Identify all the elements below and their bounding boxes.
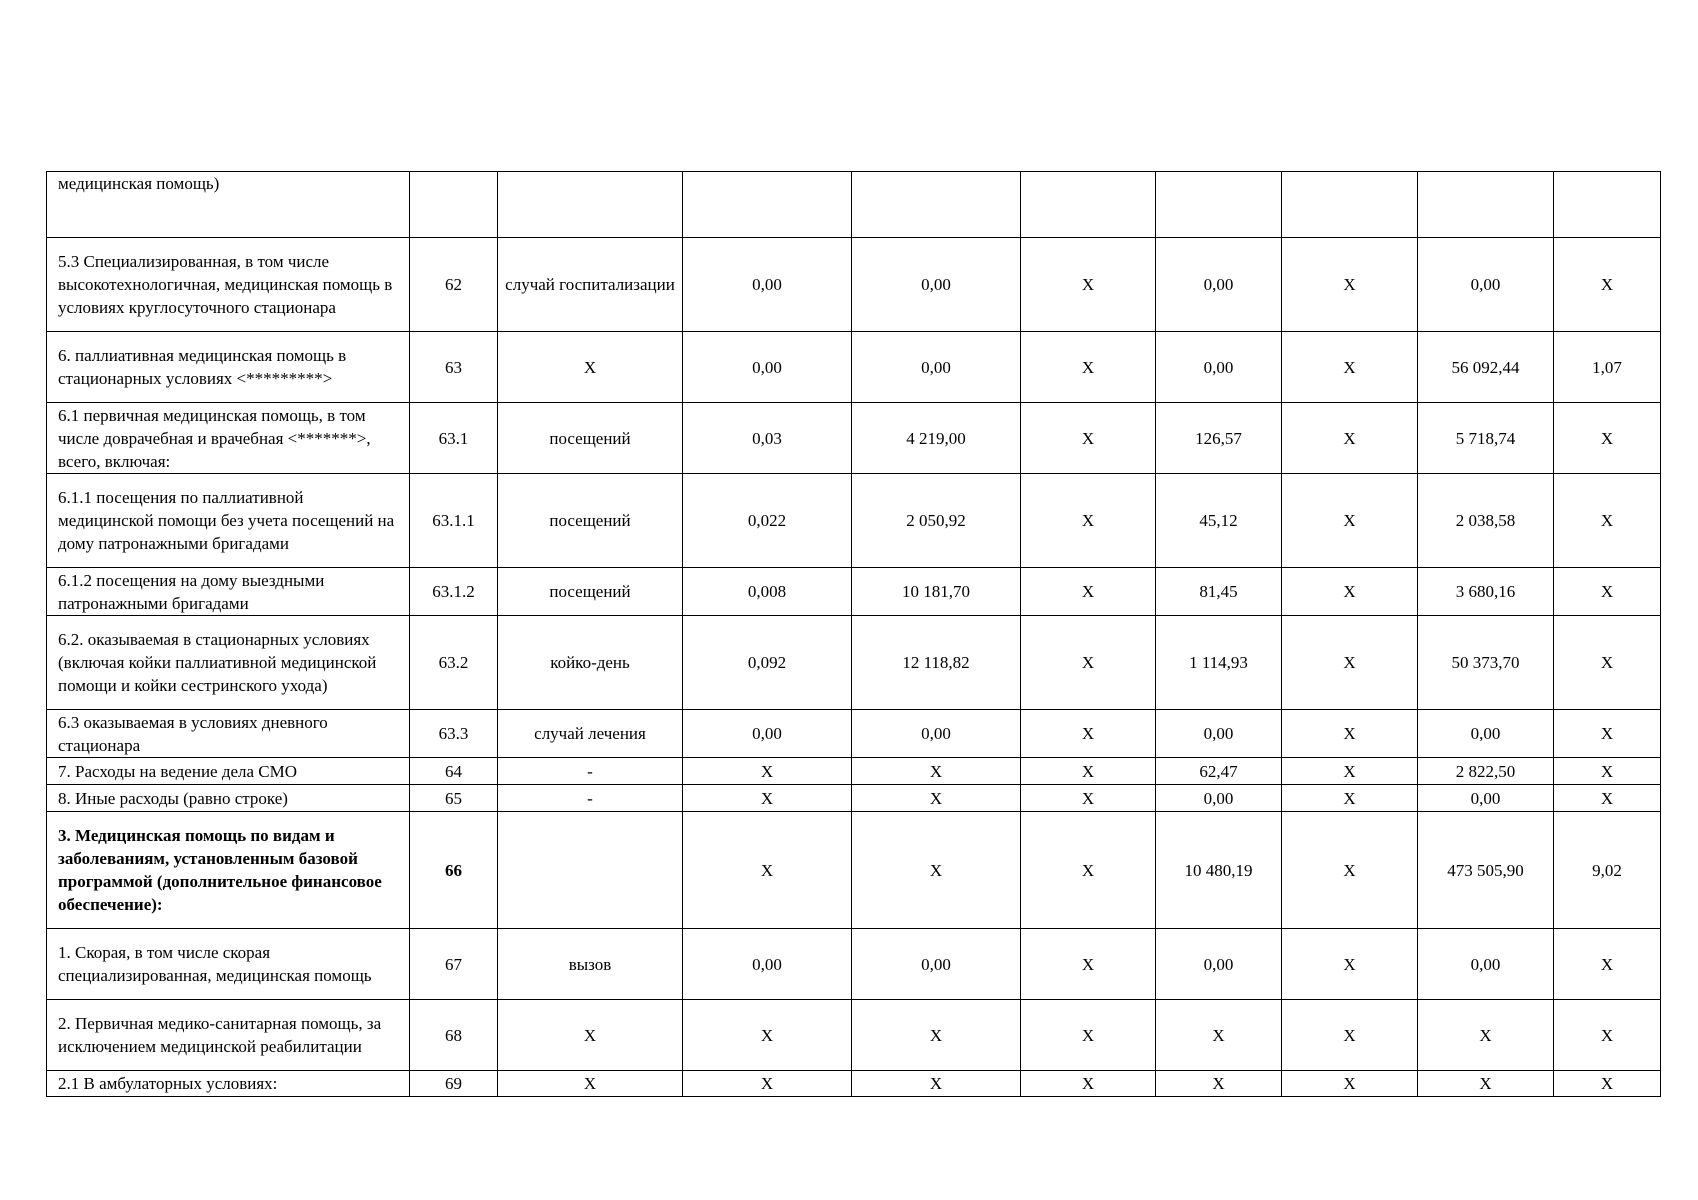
row-value-cell: 0,00 (1156, 238, 1282, 332)
row-value-cell: 5 718,74 (1418, 403, 1554, 474)
row-value-cell: 2 050,92 (852, 474, 1021, 568)
row-value-cell: X (1021, 929, 1156, 1000)
row-name-cell: 1. Скорая, в том числе скорая специализированная, медицинская помощь (47, 929, 410, 1000)
row-value-cell: 12 118,82 (852, 616, 1021, 710)
row-code-cell: 69 (410, 1071, 498, 1097)
table-row (47, 1071, 1661, 1097)
row-value-cell: X (1021, 474, 1156, 568)
row-value-cell: X (1282, 403, 1418, 474)
row-value-cell: 1 114,93 (1156, 616, 1282, 710)
table-row (47, 172, 1661, 238)
row-value-cell: 0,00 (683, 710, 852, 758)
row-value-cell: 0,092 (683, 616, 852, 710)
row-value-cell: X (852, 1000, 1021, 1071)
row-value-cell: X (1282, 785, 1418, 812)
row-unit-cell: вызов (498, 929, 683, 1000)
row-value-cell: X (1554, 1071, 1661, 1097)
row-value-cell: 0,00 (852, 332, 1021, 403)
row-value-cell: X (852, 1071, 1021, 1097)
row-value-cell: X (1021, 568, 1156, 616)
row-unit-cell (498, 172, 683, 238)
row-value-cell: X (1418, 1071, 1554, 1097)
row-value-cell: X (1282, 1071, 1418, 1097)
row-value-cell: 0,00 (683, 929, 852, 1000)
row-value-cell: 81,45 (1156, 568, 1282, 616)
row-value-cell: 0,00 (852, 238, 1021, 332)
row-value-cell: X (1554, 616, 1661, 710)
row-value-cell (1418, 172, 1554, 238)
row-value-cell: 56 092,44 (1418, 332, 1554, 403)
row-value-cell: X (1282, 474, 1418, 568)
row-value-cell: X (1554, 568, 1661, 616)
row-code-cell: 63.3 (410, 710, 498, 758)
table-row (47, 929, 1661, 1000)
row-name-cell: 5.3 Специализированная, в том числе высокотехнологичная, медицинская помощь в условиях круглосуточного стационара (47, 238, 410, 332)
row-value-cell: X (683, 785, 852, 812)
row-value-cell: 0,00 (1156, 929, 1282, 1000)
row-unit-cell: X (498, 1000, 683, 1071)
row-value-cell: X (1554, 929, 1661, 1000)
row-value-cell: X (1554, 403, 1661, 474)
row-value-cell: 126,57 (1156, 403, 1282, 474)
table-row (47, 785, 1661, 812)
row-code-cell: 62 (410, 238, 498, 332)
row-value-cell: 0,008 (683, 568, 852, 616)
row-value-cell: X (1418, 1000, 1554, 1071)
table-body (47, 172, 1661, 1097)
row-value-cell: 0,00 (1156, 710, 1282, 758)
row-value-cell: X (1021, 616, 1156, 710)
row-code-cell: 65 (410, 785, 498, 812)
row-value-cell: X (1282, 332, 1418, 403)
row-name-cell: 6. паллиативная медицинская помощь в стационарных условиях <*********> (47, 332, 410, 403)
row-code-cell: 63 (410, 332, 498, 403)
row-code-cell: 64 (410, 758, 498, 785)
row-value-cell (1156, 172, 1282, 238)
row-code-cell: 66 (410, 812, 498, 929)
row-value-cell: X (1554, 474, 1661, 568)
row-name-cell: 6.3 оказываемая в условиях дневного стационара (47, 710, 410, 758)
row-name-cell: медицинская помощь) (47, 172, 410, 238)
row-name-cell: 2. Первичная медико-санитарная помощь, за исключением медицинской реабилитации (47, 1000, 410, 1071)
row-unit-cell (498, 812, 683, 929)
row-name-cell: 8. Иные расходы (равно строке) (47, 785, 410, 812)
row-value-cell: 0,00 (683, 332, 852, 403)
row-value-cell: 473 505,90 (1418, 812, 1554, 929)
row-value-cell: 10 181,70 (852, 568, 1021, 616)
row-unit-cell: - (498, 785, 683, 812)
row-value-cell: 10 480,19 (1156, 812, 1282, 929)
row-name-cell: 6.2. оказываемая в стационарных условиях (включая койки паллиативной медицинской помощи и койки сестринского ухода) (47, 616, 410, 710)
row-value-cell: 0,00 (1418, 785, 1554, 812)
row-name-cell: 3. Медицинская помощь по видам и заболеваниям, установленным базовой программой (дополнительное финансовое обеспечение): (47, 812, 410, 929)
row-unit-cell: койко-день (498, 616, 683, 710)
row-code-cell: 68 (410, 1000, 498, 1071)
row-unit-cell: случай госпитализации (498, 238, 683, 332)
row-value-cell: X (1282, 568, 1418, 616)
table-row (47, 616, 1661, 710)
row-value-cell: X (1554, 238, 1661, 332)
row-value-cell: X (1282, 1000, 1418, 1071)
row-value-cell (1021, 172, 1156, 238)
row-value-cell: 0,00 (1418, 238, 1554, 332)
row-value-cell: X (1554, 785, 1661, 812)
row-value-cell: 0,00 (1156, 785, 1282, 812)
row-unit-cell: X (498, 1071, 683, 1097)
row-value-cell (1282, 172, 1418, 238)
row-unit-cell: - (498, 758, 683, 785)
row-value-cell: X (852, 812, 1021, 929)
table-row (47, 332, 1661, 403)
row-name-cell: 6.1 первичная медицинская помощь, в том числе доврачебная и врачебная <*******>, всего, включая: (47, 403, 410, 474)
row-unit-cell: случай лечения (498, 710, 683, 758)
row-value-cell: 1,07 (1554, 332, 1661, 403)
row-value-cell: X (683, 1071, 852, 1097)
row-value-cell: X (1021, 238, 1156, 332)
row-value-cell: 9,02 (1554, 812, 1661, 929)
row-value-cell: X (1021, 1071, 1156, 1097)
table-row (47, 238, 1661, 332)
row-value-cell: X (1554, 710, 1661, 758)
row-value-cell: 4 219,00 (852, 403, 1021, 474)
row-value-cell: X (1021, 710, 1156, 758)
row-code-cell: 63.1.2 (410, 568, 498, 616)
row-value-cell: X (1021, 758, 1156, 785)
row-value-cell (1554, 172, 1661, 238)
row-value-cell: 45,12 (1156, 474, 1282, 568)
table-row (47, 1000, 1661, 1071)
row-value-cell: 0,00 (683, 238, 852, 332)
row-value-cell: X (1554, 758, 1661, 785)
row-value-cell: X (1021, 785, 1156, 812)
table-section-row (47, 812, 1661, 929)
row-value-cell: X (1021, 1000, 1156, 1071)
row-code-cell: 67 (410, 929, 498, 1000)
table-row (47, 710, 1661, 758)
row-value-cell: X (852, 758, 1021, 785)
row-value-cell: X (1021, 332, 1156, 403)
row-code-cell: 63.1 (410, 403, 498, 474)
row-value-cell: 0,00 (1156, 332, 1282, 403)
row-code-cell: 63.2 (410, 616, 498, 710)
row-name-cell: 6.1.1 посещения по паллиативной медицинской помощи без учета посещений на дому патронажными бригадами (47, 474, 410, 568)
row-unit-cell: X (498, 332, 683, 403)
row-value-cell: X (683, 812, 852, 929)
row-unit-cell: посещений (498, 474, 683, 568)
row-value-cell: 0,00 (1418, 929, 1554, 1000)
row-name-cell: 2.1 В амбулаторных условиях: (47, 1071, 410, 1097)
row-value-cell (683, 172, 852, 238)
row-value-cell: 0,00 (852, 710, 1021, 758)
row-unit-cell: посещений (498, 568, 683, 616)
row-value-cell: X (683, 1000, 852, 1071)
row-value-cell: X (1282, 812, 1418, 929)
row-value-cell: X (1282, 929, 1418, 1000)
table-row (47, 403, 1661, 474)
row-value-cell: 50 373,70 (1418, 616, 1554, 710)
row-unit-cell: посещений (498, 403, 683, 474)
row-value-cell: 0,00 (852, 929, 1021, 1000)
row-value-cell: 3 680,16 (1418, 568, 1554, 616)
row-value-cell: 2 038,58 (1418, 474, 1554, 568)
row-value-cell: X (1282, 710, 1418, 758)
row-value-cell: X (1282, 238, 1418, 332)
row-value-cell: X (1282, 616, 1418, 710)
row-value-cell: X (1021, 403, 1156, 474)
financing-table (46, 171, 1661, 1097)
row-value-cell: X (1156, 1071, 1282, 1097)
row-value-cell: X (1554, 1000, 1661, 1071)
row-code-cell (410, 172, 498, 238)
table-row (47, 474, 1661, 568)
row-value-cell (852, 172, 1021, 238)
row-value-cell: 0,00 (1418, 710, 1554, 758)
row-value-cell: X (1282, 758, 1418, 785)
row-value-cell: X (1156, 1000, 1282, 1071)
row-name-cell: 6.1.2 посещения на дому выездными патронажными бригадами (47, 568, 410, 616)
row-value-cell: 2 822,50 (1418, 758, 1554, 785)
table-row (47, 568, 1661, 616)
row-value-cell: 62,47 (1156, 758, 1282, 785)
row-value-cell: X (1021, 812, 1156, 929)
row-name-cell: 7. Расходы на ведение дела СМО (47, 758, 410, 785)
row-code-cell: 63.1.1 (410, 474, 498, 568)
row-value-cell: 0,022 (683, 474, 852, 568)
row-value-cell: 0,03 (683, 403, 852, 474)
row-value-cell: X (683, 758, 852, 785)
row-value-cell: X (852, 785, 1021, 812)
table-row (47, 758, 1661, 785)
